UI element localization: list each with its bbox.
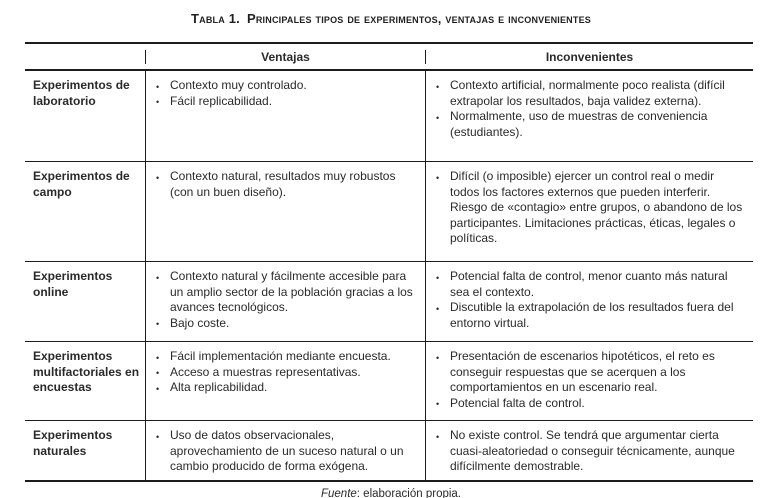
inconvenientes-list [426, 349, 745, 411]
source-text: : elaboración propia. [356, 487, 462, 498]
row-label: Experimentos multifactoriales en encuestas [33, 349, 140, 394]
bullet-item: • Bajo coste. [153, 316, 417, 332]
row-label: Experimentos de laboratorio [33, 78, 130, 108]
row-label: Experimentos naturales [33, 428, 113, 458]
table-row [25, 162, 753, 262]
inconvenientes-cell [425, 71, 753, 161]
bullet-item: • No existe control. Se tendrá que argumentar cierta cuasi-aleatoriedad o conseguir técnicamente, aunque difícilmente demostrable. [433, 428, 745, 475]
bullet-item: • Uso de datos observacionales, aprovechamiento de un suceso natural o un cambio producido de forma exógena. [153, 428, 417, 475]
inconvenientes-cell [425, 421, 753, 480]
ventajas-cell [145, 342, 425, 420]
bullet-item: • Contexto natural, resultados muy robustos (con un buen diseño). [153, 169, 417, 200]
table-caption: Principales tipos de experimentos, ventajas e inconvenientes [246, 11, 591, 26]
ventajas-list [146, 269, 417, 331]
inconvenientes-cell [425, 342, 753, 420]
bullet-item: • Fácil implementación mediante encuesta. [153, 349, 417, 365]
ventajas-list [146, 428, 417, 475]
bullet-item: • Contexto muy controlado. [153, 78, 417, 94]
ventajas-cell [145, 421, 425, 480]
row-label: Experimentos de campo [33, 169, 130, 199]
bullet-item: • Acceso a muestras representativas. [153, 365, 417, 381]
row-label: Experimentos online [33, 269, 113, 299]
ventajas-cell [145, 162, 425, 261]
bullet-item: • Contexto natural y fácilmente accesible para un amplio sector de la población gracias a los avances tecnológicos. [153, 269, 417, 316]
table-number: Tabla 1. [190, 11, 240, 26]
table-title [0, 0, 782, 26]
header-ventajas: Ventajas [145, 50, 425, 64]
inconvenientes-list [426, 169, 745, 247]
experiments-table [25, 42, 753, 482]
header-inconvenientes: Inconvenientes [425, 50, 753, 64]
bullet-item: • Difícil (o imposible) ejercer un control real o medir todos los factores externos que pueden interferir. Riesgo de «contagio» entre grupos, o abandono de los participantes. Limitaciones prácticas, éticas, legales o políticas. [433, 169, 745, 247]
bullet-item: • Potencial falta de control, menor cuanto más natural sea el contexto. [433, 269, 745, 300]
inconvenientes-cell [425, 162, 753, 261]
source-label: Fuente [320, 487, 357, 498]
source-note [0, 488, 782, 498]
ventajas-list [146, 349, 417, 396]
bullet-item: • Normalmente, uso de muestras de conveniencia (estudiantes). [433, 109, 745, 140]
inconvenientes-list [426, 428, 745, 475]
ventajas-cell [145, 71, 425, 161]
table-row [25, 421, 753, 482]
bullet-item: • Contexto artificial, normalmente poco realista (difícil extrapolar los resultados, baja validez externa). [433, 78, 745, 109]
ventajas-list [146, 169, 417, 200]
table-row [25, 342, 753, 421]
ventajas-cell [145, 262, 425, 341]
table-row [25, 71, 753, 162]
ventajas-list [146, 78, 417, 109]
table-row [25, 262, 753, 342]
bullet-item: • Alta replicabilidad. [153, 380, 417, 396]
table-header-row [25, 42, 753, 71]
bullet-item: • Presentación de escenarios hipotéticos, el reto es conseguir respuestas que se acerquen a los comportamientos en un escenario real. [433, 349, 745, 396]
inconvenientes-list [426, 78, 745, 140]
bullet-item: • Potencial falta de control. [433, 396, 745, 412]
inconvenientes-cell [425, 262, 753, 341]
bullet-item: • Discutible la extrapolación de los resultados fuera del entorno virtual. [433, 300, 745, 331]
inconvenientes-list [426, 269, 745, 331]
table-body [25, 71, 753, 482]
bullet-item: • Fácil replicabilidad. [153, 94, 417, 110]
